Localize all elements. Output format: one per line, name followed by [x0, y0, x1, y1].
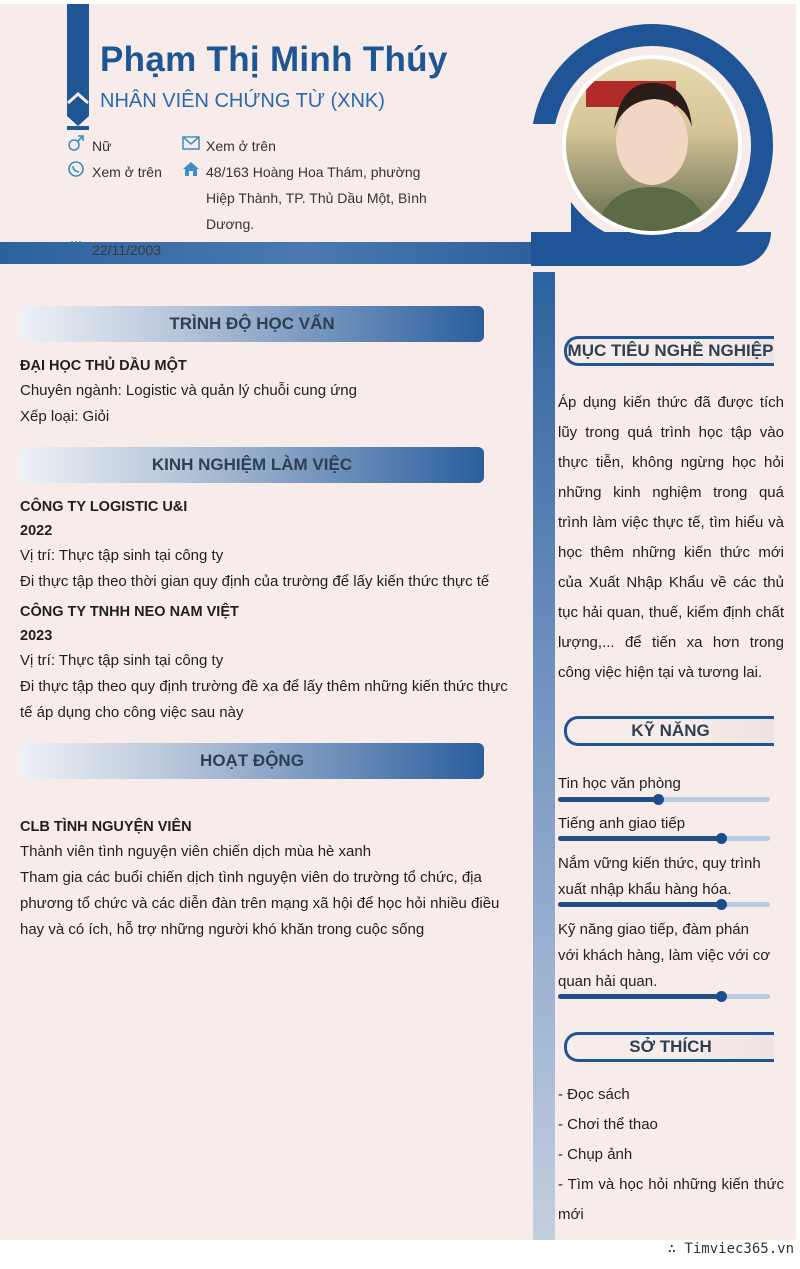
objective-text: Áp dụng kiến thức đã được tích lũy trong quá trình học tập vào thực tiễn, không ngừng học hỏi những kinh nghiệm trong quá trình làm việc thực tế, tìm hiểu và học thêm những kiến thức mới của Xuất Nhập Khẩu về các thủ tục hải quan, thuế, kiểm định chất lượng,... để tiến xa hơn trong công việc hiện tại và tương lai.: [558, 394, 784, 681]
avatar-portrait-icon: [566, 59, 738, 231]
activity-club: CLB TÌNH NGUYỆN VIÊN: [20, 819, 192, 835]
job-2-year: 2023: [20, 628, 53, 644]
hobbies-heading: SỞ THÍCH: [564, 1032, 774, 1062]
hobby-3: - Chụp ảnh: [558, 1146, 633, 1163]
job-title: NHÂN VIÊN CHỨNG TỪ (XNK): [100, 90, 385, 112]
education-school: ĐẠI HỌC THỦ DẦU MỘT: [20, 358, 187, 374]
email-icon: [182, 134, 200, 152]
skill-3-handle: [716, 899, 727, 910]
phone-icon: [67, 160, 85, 178]
skill-2-bar: [558, 836, 770, 841]
skill-4-label: Kỹ năng giao tiếp, đàm phán với khách hàng, làm việc với cơ quan hải quan.: [558, 921, 771, 990]
objective-heading: MỤC TIÊU NGHỀ NGHIỆP: [564, 336, 774, 366]
job-1-company: CÔNG TY LOGISTIC U&I: [20, 499, 188, 515]
job-2-description-line-2: tế áp dụng cho công việc sau này: [20, 704, 244, 721]
address-line-1: 48/163 Hoàng Hoa Thám, phường: [206, 164, 421, 180]
skill-2-handle: [716, 833, 727, 844]
address-line-2: Hiệp Thành, TP. Thủ Dầu Một, Bình: [206, 190, 427, 206]
job-1-position: Vị trí: Thực tập sinh tại công ty: [20, 547, 224, 564]
skill-4-fill: [558, 994, 721, 999]
job-1-description: Đi thực tập theo thời gian quy định của trường để lấy kiến thức thực tế: [20, 573, 490, 590]
avatar: [562, 55, 742, 235]
gender-value: Nữ: [92, 138, 112, 154]
education-rank: Xếp loại: Giỏi: [20, 408, 110, 425]
photo-ring-tail: [531, 232, 771, 266]
skill-2-fill: [558, 836, 721, 841]
job-1-year: 2022: [20, 523, 53, 539]
activity-desc-line-2: phương tổ chức và các diễn đàn trên mạng xã hội để học hỏi nhiều điều: [20, 895, 500, 912]
activity-desc-line-1: Tham gia các buổi chiến dịch tình nguyện viên do trường tổ chức, địa: [20, 869, 482, 886]
skill-4-handle: [716, 991, 727, 1002]
ribbon-chevron-icon: [67, 88, 89, 110]
hobby-4: - Tìm và học hỏi những kiến thức mới: [558, 1176, 784, 1223]
skill-3-bar: [558, 902, 770, 907]
header-band: [0, 242, 560, 264]
activity-role: Thành viên tình nguyện viên chiến dịch mùa hè xanh: [20, 843, 372, 860]
home-icon: [182, 160, 200, 178]
email-value: Xem ở trên: [206, 138, 276, 154]
birthday-value: 22/11/2003: [92, 242, 162, 258]
ribbon-notch: [67, 116, 89, 126]
hobby-2: - Chơi thể thao: [558, 1116, 658, 1133]
cv-paper: [0, 4, 796, 1240]
candidate-name: Phạm Thị Minh Thúy: [100, 40, 448, 79]
bookmark-ribbon: [67, 4, 89, 130]
hobby-1: - Đọc sách: [558, 1086, 630, 1103]
skill-3-fill: [558, 902, 721, 907]
education-heading: TRÌNH ĐỘ HỌC VẤN: [20, 306, 484, 342]
activity-desc-line-3: hay và có ích, hỗ trợ những người khó khăn trong cuộc sống: [20, 921, 425, 938]
sidebar-line: [533, 272, 555, 1240]
skill-1-handle: [653, 794, 664, 805]
job-2-position: Vị trí: Thực tập sinh tại công ty: [20, 652, 224, 669]
skill-2-label: Tiếng anh giao tiếp: [558, 815, 686, 832]
activities-heading: HOẠT ĐỘNG: [20, 743, 484, 779]
job-2-company: CÔNG TY TNHH NEO NAM VIỆT: [20, 604, 239, 620]
phone-value: Xem ở trên: [92, 164, 162, 180]
gender-icon: [67, 134, 85, 152]
skill-1-fill: [558, 797, 658, 802]
skills-heading: KỸ NĂNG: [564, 716, 774, 746]
education-major: Chuyên ngành: Logistic và quản lý chuỗi cung ứng: [20, 382, 357, 399]
skill-1-label: Tin học văn phòng: [558, 775, 681, 792]
skill-3-label: Nắm vững kiến thức, quy trình xuất nhập khẩu hàng hóa.: [558, 855, 761, 898]
experience-heading: KINH NGHIỆM LÀM VIỆC: [20, 447, 484, 483]
job-2-description-line-1: Đi thực tập theo quy định trường đề xa để lấy thêm những kiến thức thực: [20, 678, 508, 695]
skill-1-bar: [558, 797, 770, 802]
skill-4-bar: [558, 994, 770, 999]
site-watermark: ∴ Timviec365.vn: [667, 1241, 794, 1257]
address-line-3: Dương.: [206, 216, 255, 232]
